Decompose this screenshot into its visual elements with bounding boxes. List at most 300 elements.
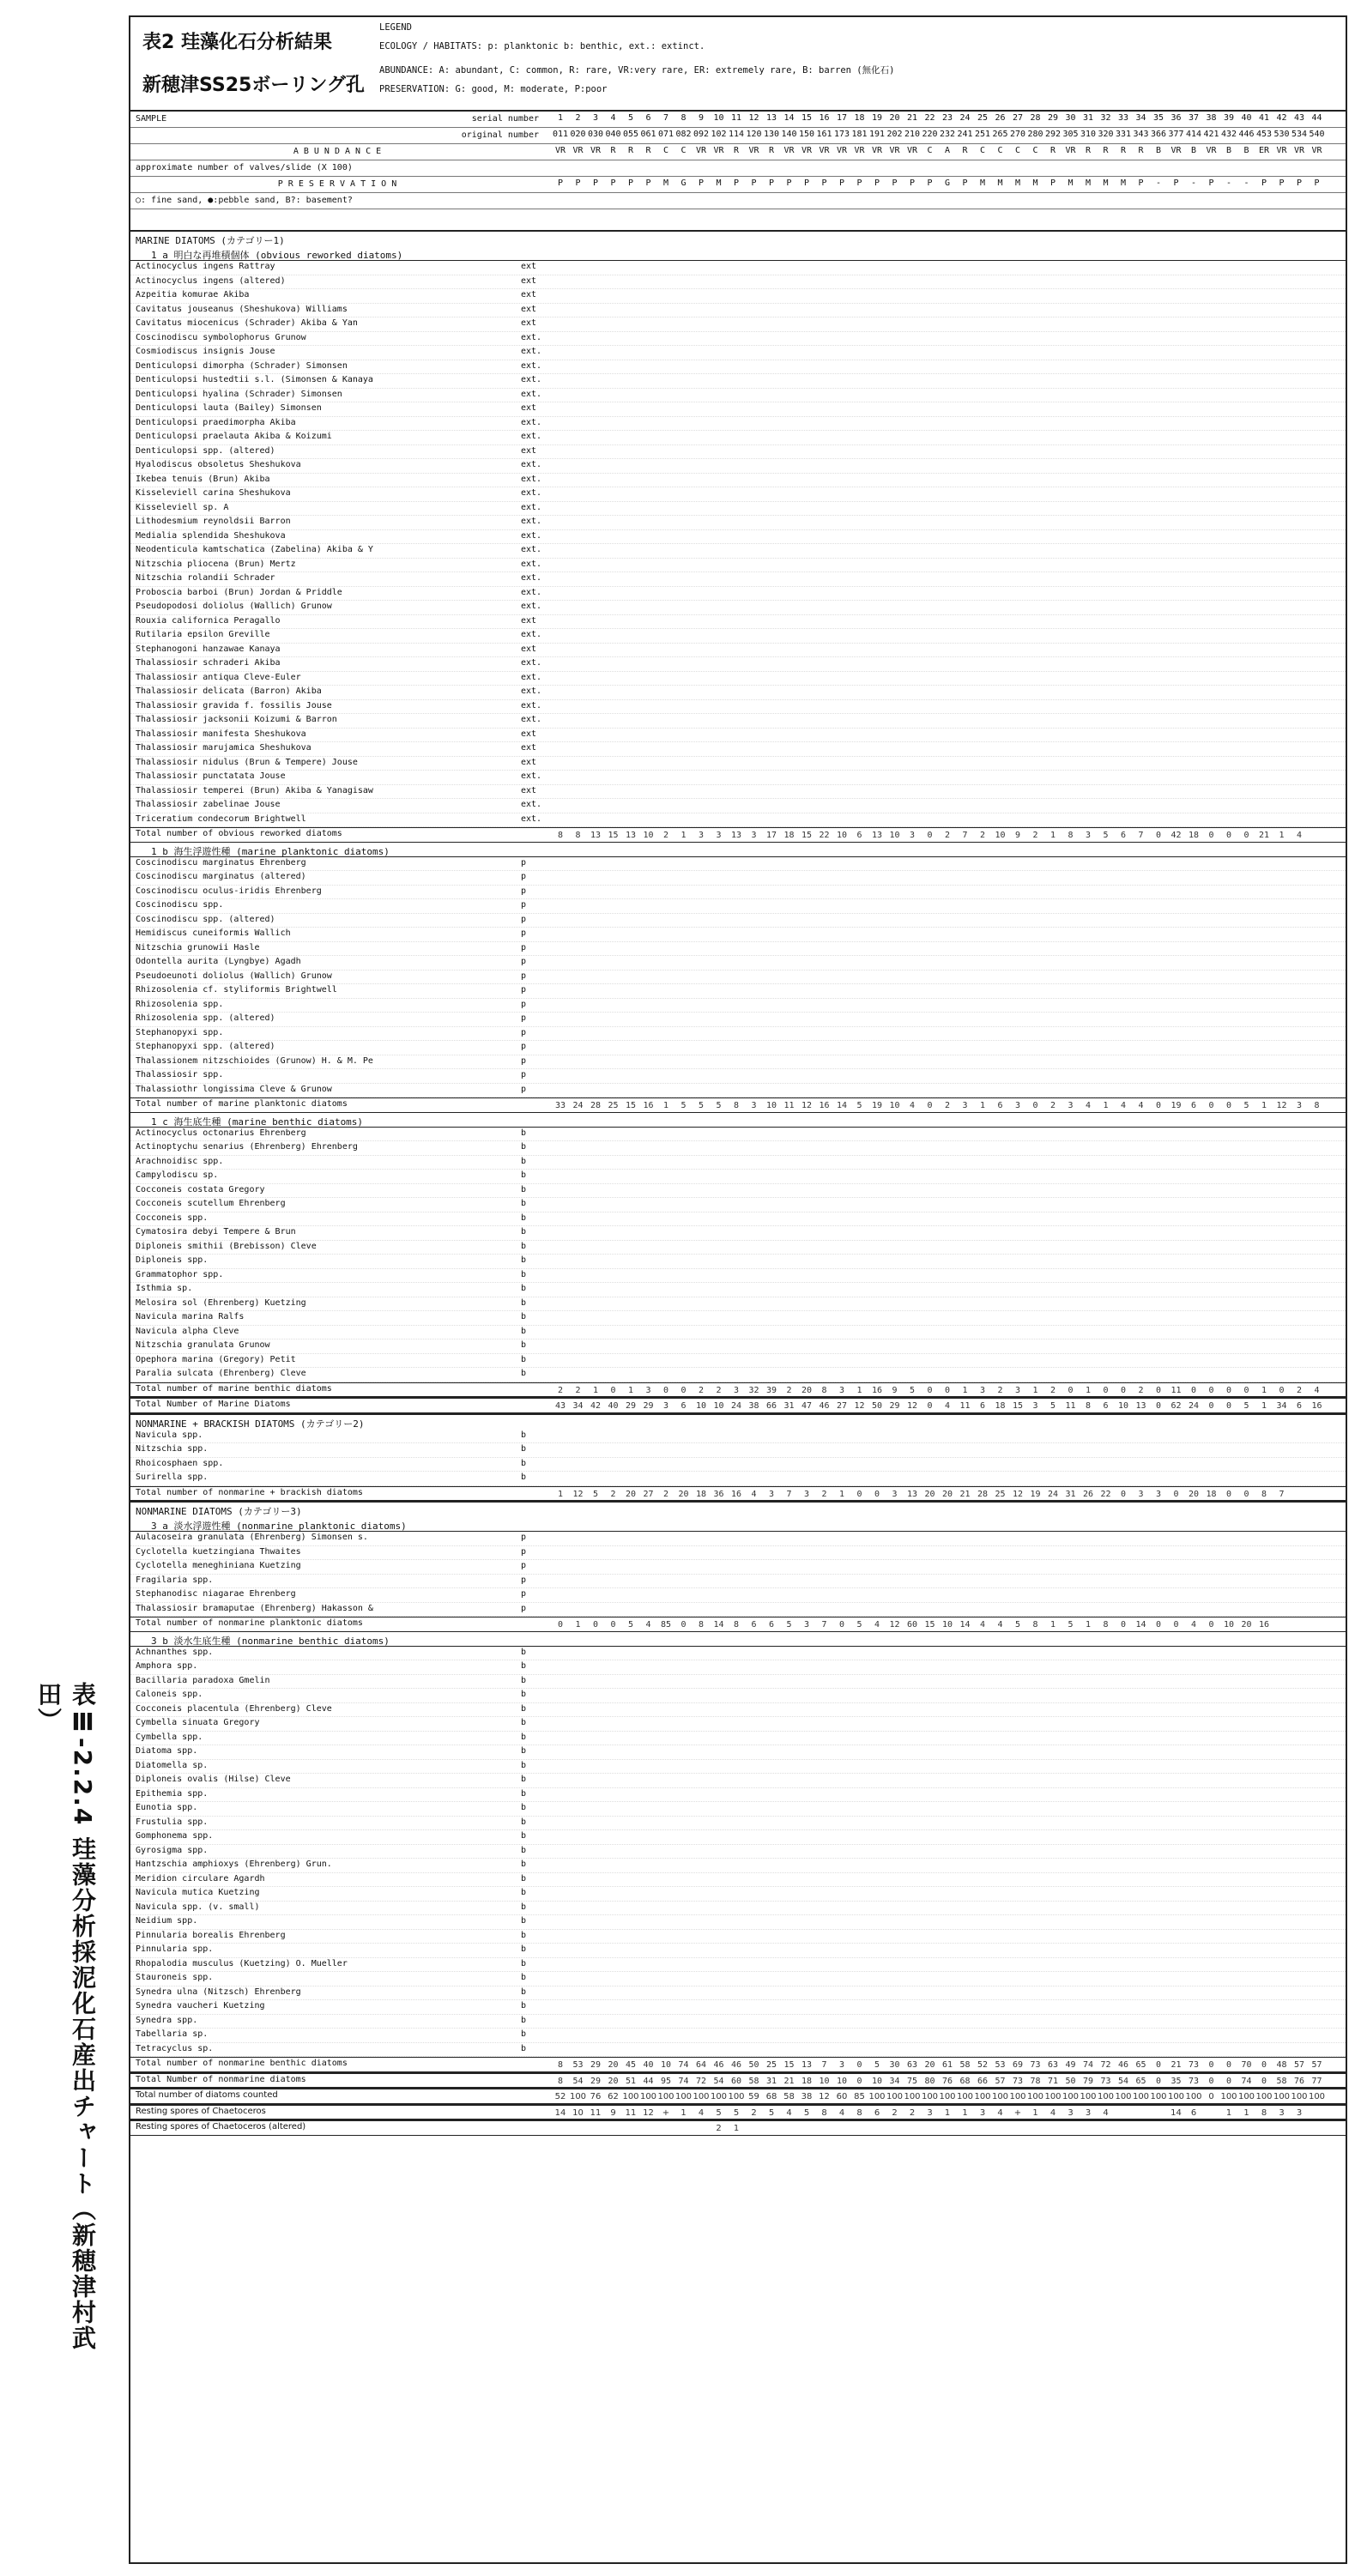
preservation-cell: P xyxy=(557,178,564,188)
original-cell: 173 xyxy=(833,130,850,139)
value-cell: 16 xyxy=(1311,1401,1322,1411)
original-cell: 432 xyxy=(1220,130,1237,139)
original-cell: 453 xyxy=(1255,130,1273,139)
ecology-code: ext. xyxy=(521,545,542,554)
value-cell: 71 xyxy=(1047,2076,1059,2086)
serial-cell: 31 xyxy=(1082,113,1094,123)
preservation-cell: P xyxy=(645,178,651,188)
serial-cell: 19 xyxy=(871,113,883,123)
total-row xyxy=(130,827,1346,843)
ecology-code: p xyxy=(521,1533,527,1542)
value-cell: 100 xyxy=(1097,2092,1115,2101)
value-cell: 3 xyxy=(803,1489,810,1499)
value-cell: 3 xyxy=(1138,1489,1144,1499)
ecology-code: b xyxy=(521,1831,527,1841)
taxon-name: Denticulopsi dimorpha (Schrader) Simonsen xyxy=(136,360,348,371)
value-cell: 12 xyxy=(906,1401,918,1411)
taxon-row xyxy=(130,615,1346,630)
preservation-cell: - xyxy=(1225,178,1232,188)
abundance-cell: R xyxy=(627,146,634,155)
value-cell: 6 xyxy=(768,1620,775,1630)
group-title: 1 b 海生浮遊性種 (marine planktonic diatoms) xyxy=(130,843,1346,857)
ecology-code: b xyxy=(521,1184,527,1194)
taxon-name: Thalassiosir temperei (Brun) Akiba & Yanagisaw xyxy=(136,785,373,795)
category-section xyxy=(130,230,1346,1413)
abundance-cell: C xyxy=(927,146,933,155)
value-cell: 5 xyxy=(856,1101,862,1110)
value-cell: 11 xyxy=(590,2107,602,2118)
value-cell: 0 xyxy=(927,1401,933,1411)
taxon-row xyxy=(130,629,1346,644)
abundance-cell: VR xyxy=(1170,146,1182,155)
value-cell: 70 xyxy=(1241,2060,1252,2070)
value-cell: 16 xyxy=(730,1489,742,1499)
value-cell: 13 xyxy=(871,831,883,840)
taxon-row xyxy=(130,1817,1346,1831)
preservation-cell: P xyxy=(786,178,792,188)
taxon-name: Kisseleviell carina Sheshukova xyxy=(136,488,291,498)
value-cell: 29 xyxy=(590,2076,602,2086)
abundance-cell: VR xyxy=(554,146,566,155)
serial-cell: 3 xyxy=(592,113,599,123)
original-cell: 343 xyxy=(1133,130,1149,139)
value-cell: 1 xyxy=(627,1385,634,1395)
taxon-name: Melosira sol (Ehrenberg) Kuetzing xyxy=(136,1297,306,1308)
taxon-row xyxy=(130,1472,1346,1486)
taxon-row xyxy=(130,672,1346,686)
ecology-code: b xyxy=(521,1297,527,1308)
value-cell: 76 xyxy=(590,2092,602,2101)
preservation-cell: P xyxy=(733,178,740,188)
taxon-row xyxy=(130,1255,1346,1269)
value-cell: 0 xyxy=(1032,1101,1038,1110)
original-cell: 377 xyxy=(1168,130,1184,139)
taxon-row xyxy=(130,402,1346,417)
value-cell: 76 xyxy=(1293,2076,1305,2086)
taxon-name: Thalassiosir bramaputae (Ehrenberg) Hakasson & xyxy=(136,1603,373,1613)
taxon-name: Epithemia spp. xyxy=(136,1788,209,1799)
taxon-name: Kisseleviell sp. A xyxy=(136,502,229,512)
value-cells xyxy=(551,2122,1346,2136)
value-cell: 0 xyxy=(557,1620,564,1630)
value-cell: 11 xyxy=(1065,1401,1076,1411)
taxon-name: Diatoma spp. xyxy=(136,1746,198,1756)
taxon-name: Thalassiosir marujamica Sheshukova xyxy=(136,743,312,753)
preservation-cell: P xyxy=(627,178,634,188)
taxon-name: Denticulopsi praelauta Akiba & Koizumi xyxy=(136,432,332,441)
value-cell: 0 xyxy=(1208,831,1214,840)
value-cell: 2 xyxy=(716,1385,722,1395)
value-cell: 3 xyxy=(662,1401,669,1411)
ecology-code: b xyxy=(521,1817,527,1827)
value-cell: 0 xyxy=(1243,831,1249,840)
taxon-name: Stephanogoni hanzawae Kanaya xyxy=(136,644,281,654)
original-cell: 055 xyxy=(622,130,639,139)
value-cell: 10 xyxy=(871,2076,883,2086)
taxon-row xyxy=(130,1802,1346,1817)
taxon-name: Denticulopsi lauta (Bailey) Simonsen xyxy=(136,403,322,413)
taxon-name: Stephanopyxi spp. (altered) xyxy=(136,1042,275,1051)
preservation-cell: M xyxy=(716,178,722,188)
ecology-code: ext. xyxy=(521,460,542,469)
ecology-code: ext. xyxy=(521,587,542,597)
taxon-name: Nitzschia grunowii Hasle xyxy=(136,942,260,952)
value-cell: 17 xyxy=(765,831,777,840)
value-cell: 3 xyxy=(733,1385,740,1395)
value-cell: 85 xyxy=(660,1620,672,1630)
ecology-code: p xyxy=(521,1589,527,1599)
value-cell: 10 xyxy=(643,831,654,840)
value-cell: 75 xyxy=(906,2076,918,2086)
ecology-code: b xyxy=(521,2015,527,2025)
value-cell: 20 xyxy=(608,2076,619,2086)
ecology-code: ext. xyxy=(521,715,542,724)
abundance-cell: C xyxy=(979,146,986,155)
value-cell: 46 xyxy=(730,2060,742,2070)
ecology-code: ext xyxy=(521,304,537,314)
value-cell: 25 xyxy=(608,1101,619,1110)
value-cell: 28 xyxy=(590,1101,602,1110)
taxon-name: Pinnularia borealis Ehrenberg xyxy=(136,1930,286,1940)
ecology-code: ext. xyxy=(521,488,542,498)
value-cell: 6 xyxy=(856,831,862,840)
ecology-code: p xyxy=(521,1561,527,1570)
preservation-cell: P xyxy=(1173,178,1179,188)
value-cell: 10 xyxy=(660,2060,672,2070)
value-cell: 6 xyxy=(874,2107,880,2118)
preservation-cell: M xyxy=(1068,178,1074,188)
original-cell: 446 xyxy=(1238,130,1255,139)
group-title: 3 b 淡水生底生種 (nonmarine benthic diatoms) xyxy=(130,1632,1346,1647)
value-cell: 3 xyxy=(838,2060,845,2070)
category-title: NONMARINE + BRACKISH DIATOMS (カテゴリー2) xyxy=(136,1418,365,1430)
abundance-cell: R xyxy=(1120,146,1127,155)
serial-cell: 1 xyxy=(557,113,564,123)
total-row xyxy=(130,1382,1346,1398)
taxon-name: Meridion circulare Agardh xyxy=(136,1873,265,1884)
taxon-row xyxy=(130,742,1346,757)
serial-cell: 7 xyxy=(662,113,669,123)
taxon-row xyxy=(130,1603,1346,1618)
ecology-code: b xyxy=(521,1873,527,1884)
value-cell: 10 xyxy=(889,1101,900,1110)
value-cells xyxy=(551,1384,1346,1398)
value-cell: 58 xyxy=(959,2060,971,2070)
value-cell: 3 xyxy=(645,1385,651,1395)
preservation-cell: P xyxy=(592,178,599,188)
value-cell: 100 xyxy=(693,2092,710,2101)
taxon-row xyxy=(130,1830,1346,1845)
ecology-code: b xyxy=(521,1255,527,1265)
original-cell: 305 xyxy=(1062,130,1079,139)
taxon-name: Thalassiosir gravida f. fossilis Jouse xyxy=(136,700,332,711)
ecology-code: ext. xyxy=(521,630,542,639)
ecology-code: ext. xyxy=(521,530,542,541)
value-cell: 73 xyxy=(1030,2060,1041,2070)
value-cell: 68 xyxy=(765,2092,777,2101)
value-cell: 3 xyxy=(1279,2107,1285,2118)
value-cell: 3 xyxy=(1155,1489,1162,1499)
value-cell: 53 xyxy=(995,2060,1006,2070)
value-cell: 46 xyxy=(1117,2060,1129,2070)
taxon-row xyxy=(130,289,1346,304)
value-cell: 5 xyxy=(1243,1401,1249,1411)
value-cell: 5 xyxy=(856,1620,862,1630)
value-cell: 47 xyxy=(801,1401,813,1411)
taxon-row xyxy=(130,544,1346,559)
serial-cell: 16 xyxy=(819,113,830,123)
category-section xyxy=(130,1413,1346,1502)
value-cell: 8 xyxy=(1068,831,1074,840)
lithology-note: ○: fine sand, ●:pebble sand, B?: basement? xyxy=(136,196,353,205)
serial-cell: 33 xyxy=(1117,113,1129,123)
value-cell: 6 xyxy=(1103,1401,1109,1411)
taxon-row xyxy=(130,1269,1346,1284)
ecology-code: p xyxy=(521,857,527,868)
value-cell: 0 xyxy=(1261,2060,1267,2070)
ecology-code: b xyxy=(521,1227,527,1237)
group-title: 3 a 淡水浮遊性種 (nonmarine planktonic diatoms) xyxy=(130,1517,1346,1532)
taxon-row xyxy=(130,1689,1346,1703)
taxon-row xyxy=(130,1128,1346,1142)
original-cell: 292 xyxy=(1044,130,1062,139)
value-cell: 11 xyxy=(625,2107,637,2118)
footer-label: Resting spores of Chaetoceros xyxy=(136,2106,266,2116)
value-cell: 53 xyxy=(572,2060,584,2070)
value-cell: 6 xyxy=(1190,1101,1197,1110)
taxon-name: Thalassiosir antiqua Cleve-Euler xyxy=(136,672,301,682)
value-cell: 100 xyxy=(956,2092,974,2101)
preservation-cell: P xyxy=(909,178,916,188)
value-cell: 1 xyxy=(1225,2107,1232,2118)
abundance-cell: C xyxy=(997,146,1003,155)
value-cell: 20 xyxy=(1188,1489,1200,1499)
value-cell: 0 xyxy=(1208,1385,1214,1395)
serial-cell: 17 xyxy=(836,113,848,123)
taxon-row xyxy=(130,374,1346,389)
abundance-cell: VR xyxy=(748,146,759,155)
taxon-name: Hantzschia amphioxys (Ehrenberg) Grun. xyxy=(136,1859,332,1869)
value-cell: 3 xyxy=(962,1101,968,1110)
taxon-row xyxy=(130,1660,1346,1675)
taxon-row xyxy=(130,1717,1346,1732)
ecology-code: b xyxy=(521,1458,527,1468)
value-cell: 5 xyxy=(1243,1101,1249,1110)
value-cell: 3 xyxy=(768,1489,775,1499)
value-cell: 8 xyxy=(557,2076,564,2086)
value-cell: 42 xyxy=(590,1401,602,1411)
taxon-row xyxy=(130,942,1346,957)
original-cell: 040 xyxy=(605,130,621,139)
value-cell: 13 xyxy=(801,2060,813,2070)
value-cell: 78 xyxy=(1030,2076,1041,2086)
ecology-code: b xyxy=(521,1661,527,1671)
ecology-code: ext. xyxy=(521,332,542,342)
taxon-name: Fragilaria spp. xyxy=(136,1575,214,1585)
total-row xyxy=(130,1617,1346,1632)
ecology-code: p xyxy=(521,1546,527,1557)
taxon-row xyxy=(130,771,1346,785)
ecology-code: ext. xyxy=(521,573,542,583)
value-cell: 10 xyxy=(765,1101,777,1110)
value-cell: 60 xyxy=(836,2092,848,2101)
value-cell: 58 xyxy=(783,2092,795,2101)
taxon-row xyxy=(130,360,1346,375)
serial-cell: 26 xyxy=(995,113,1006,123)
value-cell: 11 xyxy=(783,1101,795,1110)
taxon-row xyxy=(130,928,1346,942)
value-cell: 100 xyxy=(1273,2092,1291,2101)
preservation-cell: P xyxy=(1049,178,1056,188)
serial-cell: 37 xyxy=(1188,113,1200,123)
ecology-code: ext xyxy=(521,262,537,271)
value-cell: 4 xyxy=(979,1620,986,1630)
taxon-row xyxy=(130,1212,1346,1227)
value-cell: 0 xyxy=(1155,1620,1162,1630)
taxon-row xyxy=(130,1760,1346,1775)
abundance-cell: VR xyxy=(783,146,795,155)
value-cell: 4 xyxy=(909,1101,916,1110)
value-cell: 4 xyxy=(997,1620,1003,1630)
value-cell: 8 xyxy=(733,1620,740,1630)
original-cell: 530 xyxy=(1273,130,1290,139)
value-cell: 34 xyxy=(572,1401,584,1411)
abundance-cell: VR xyxy=(590,146,602,155)
value-cell: 4 xyxy=(645,1620,651,1630)
serial-cell: 43 xyxy=(1293,113,1305,123)
preservation-cell: P xyxy=(768,178,775,188)
value-cell: 35 xyxy=(1170,2076,1182,2086)
value-cell: 5 xyxy=(874,2060,880,2070)
value-cell: 4 xyxy=(1190,1620,1197,1630)
value-cell: 34 xyxy=(889,2076,900,2086)
ecology-code: b xyxy=(521,1930,527,1940)
value-cell: 1 xyxy=(838,1489,845,1499)
value-cell: 26 xyxy=(1082,1489,1094,1499)
taxon-name: Pseudopodosi doliolus (Wallich) Grunow xyxy=(136,602,332,611)
taxon-name: Triceratium condecorum Brightwell xyxy=(136,813,306,824)
taxon-row xyxy=(130,686,1346,700)
value-cell: 6 xyxy=(1296,1401,1303,1411)
value-cell: 1 xyxy=(557,1489,564,1499)
sample-header-grid xyxy=(130,112,1346,209)
taxon-name: Azpeitia komurae Akiba xyxy=(136,290,250,299)
value-cell: 1 xyxy=(1049,831,1056,840)
taxon-row xyxy=(130,459,1346,474)
value-cell: 46 xyxy=(713,2060,724,2070)
taxon-name: Coscinodiscu oculus-iridis Ehrenberg xyxy=(136,886,322,896)
total-label: Total number of nonmarine planktonic diatoms xyxy=(136,1618,363,1628)
valves-row xyxy=(130,160,1346,177)
taxon-row xyxy=(130,1013,1346,1027)
value-cell: 10 xyxy=(995,831,1006,840)
ecology-code: b xyxy=(521,1128,527,1138)
serial-cell: 28 xyxy=(1030,113,1041,123)
value-cell: 100 xyxy=(1026,2092,1044,2101)
value-cell: 13 xyxy=(625,831,637,840)
total-row xyxy=(130,2057,1346,2072)
value-cell: 14 xyxy=(713,1620,724,1630)
abundance-row xyxy=(130,144,1346,160)
taxon-row xyxy=(130,914,1346,928)
taxon-name: Lithodesmium reynoldsii Barron xyxy=(136,517,291,526)
value-cell: 1 xyxy=(856,1385,862,1395)
taxon-row xyxy=(130,332,1346,347)
ecology-code: ext xyxy=(521,757,537,767)
taxon-row xyxy=(130,559,1346,573)
value-cell: 2 xyxy=(979,831,986,840)
ecology-code: p xyxy=(521,971,527,981)
value-cell: 7 xyxy=(962,831,968,840)
value-cell: 8 xyxy=(856,2107,862,2118)
value-cell: 61 xyxy=(941,2060,953,2070)
value-cell: 100 xyxy=(974,2092,991,2101)
taxon-name: Tetracyclus sp. xyxy=(136,2043,214,2053)
ecology-code: b xyxy=(521,1472,527,1482)
value-cell: 0 xyxy=(1155,2060,1162,2070)
value-cell: 74 xyxy=(1082,2060,1094,2070)
value-cell: 4 xyxy=(944,1401,951,1411)
ecology-code: b xyxy=(521,2001,527,2011)
value-cell: 15 xyxy=(608,831,619,840)
value-cell: 79 xyxy=(1082,2076,1094,2086)
total-row xyxy=(130,1098,1346,1113)
footer-row xyxy=(130,2119,1346,2136)
ecology-code: p xyxy=(521,1013,527,1023)
ecology-code: b xyxy=(521,1760,527,1770)
taxon-name: Gyrosigma spp. xyxy=(136,1845,209,1855)
value-cell: 100 xyxy=(1185,2092,1202,2101)
original-cell: 534 xyxy=(1291,130,1308,139)
taxon-name: Odontella aurita (Lyngbye) Agadh xyxy=(136,957,301,966)
serial-cell: 23 xyxy=(941,113,953,123)
borehole-title: 新穂津SS25ボーリング孔 xyxy=(142,75,365,96)
taxon-row xyxy=(130,1887,1346,1902)
grand-total-row xyxy=(130,1397,1346,1413)
value-cell: 20 xyxy=(941,1489,953,1499)
value-cell: 69 xyxy=(1012,2060,1024,2070)
taxon-row xyxy=(130,757,1346,771)
taxon-row xyxy=(130,1283,1346,1297)
taxon-name: Coscinodiscu spp. xyxy=(136,900,224,910)
taxon-row xyxy=(130,871,1346,886)
ecology-code: b xyxy=(521,1444,527,1454)
value-cell: 74 xyxy=(1241,2076,1252,2086)
value-cell: 19 xyxy=(871,1101,883,1110)
preservation-cell: P xyxy=(698,178,705,188)
serial-cell: 2 xyxy=(575,113,581,123)
value-cell: 0 xyxy=(662,1385,669,1395)
ecology-code: b xyxy=(521,1888,527,1897)
serial-cell: 14 xyxy=(783,113,795,123)
value-cell: 2 xyxy=(1032,831,1038,840)
taxon-row xyxy=(130,899,1346,914)
footer-row xyxy=(130,2104,1346,2120)
ecology-code: b xyxy=(521,1212,527,1223)
taxon-name: Stephanopyxi spp. xyxy=(136,1027,224,1037)
value-cell: 1 xyxy=(944,2107,951,2118)
value-cell: 20 xyxy=(1241,1620,1252,1630)
serial-cell: 25 xyxy=(977,113,989,123)
taxon-name: Rhizosolenia spp. (altered) xyxy=(136,1013,275,1023)
value-cell: 15 xyxy=(924,1620,935,1630)
category-title: NONMARINE DIATOMS (カテゴリー3) xyxy=(136,1506,302,1517)
ecology-code: ext. xyxy=(521,800,542,809)
value-cell: 100 xyxy=(1115,2092,1132,2101)
taxon-row xyxy=(130,984,1346,999)
value-cell: 0 xyxy=(610,1385,616,1395)
value-cell: 0 xyxy=(1120,1620,1127,1630)
